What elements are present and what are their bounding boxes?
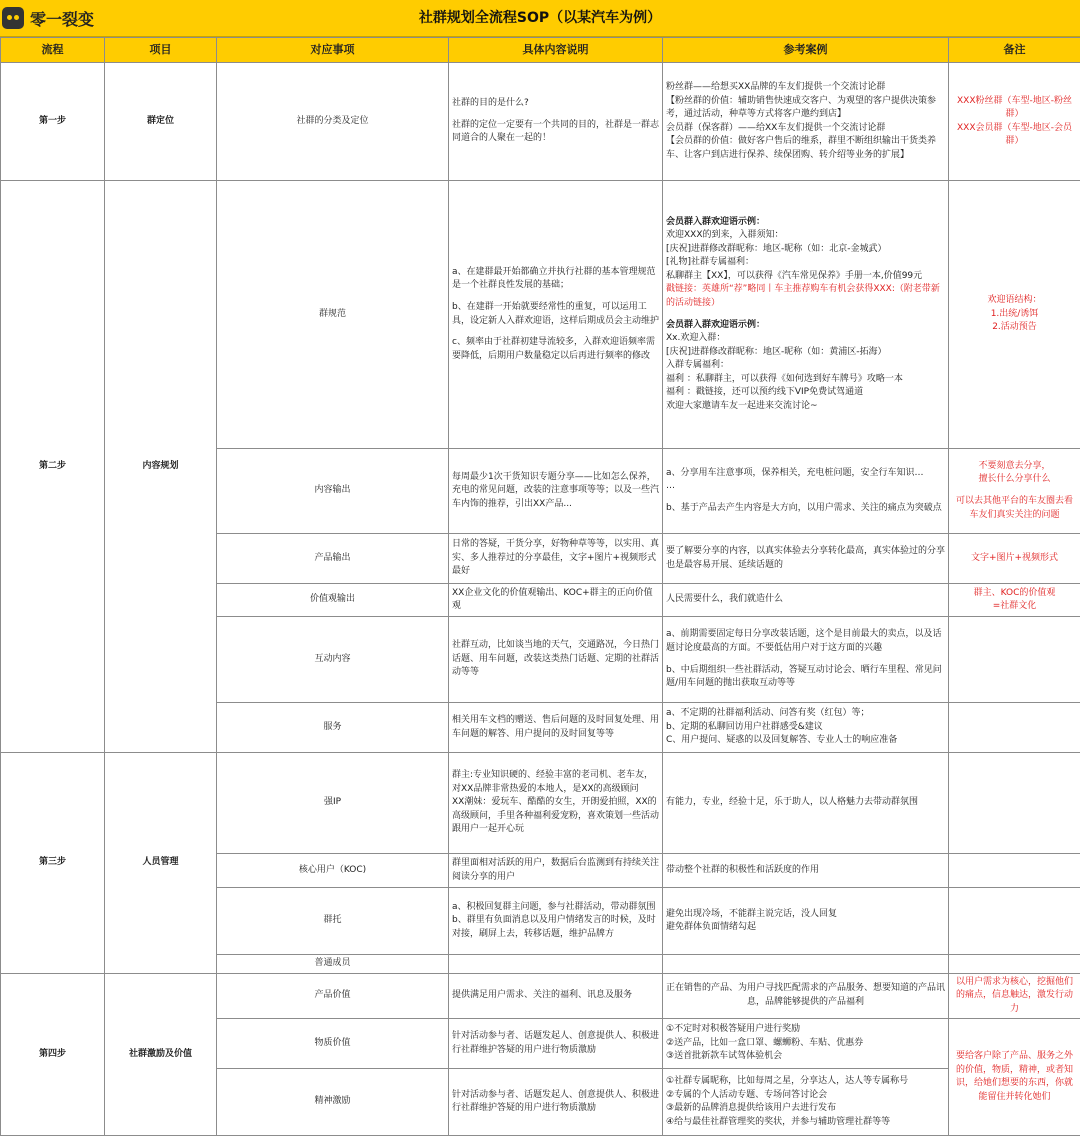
item-cell: 核心用户（KOC) [217,854,449,888]
header-description: 具体内容说明 [449,38,663,63]
description-cell: 针对活动参与者、话题发起人、创意提供人、积极进行社群维护答疑的用户进行物质激励 [449,1069,663,1136]
case-cell: a、前期需要固定每日分享改装话题，这个是目前最大的卖点，以及话题讨论度最高的方面。不要低估用户对于这方面的兴趣 b、中后期组织一些社群活动，答疑互动讨论会、晒行车里程、常见问题/用车问题的抛出获取互动等等 [663,617,949,703]
header-flow: 流程 [1,38,105,63]
description-cell: 针对活动参与者、话题发起人、创意提供人、积极进行社群维护答疑的用户进行物质激励 [449,1019,663,1069]
case-cell: ①社群专属昵称，比如每周之星，分享达人，达人等专属称号 ②专属的个人活动专题、专场问答讨论会 ③最新的品牌消息提供给该用户去进行发布 ④给与最佳社群管理奖的奖状，并参与辅助管理社群等等 [663,1069,949,1136]
note-cell: 不要刻意去分享， 擅长什么分享什么 可以去其他平台的车友圈去看车友们真实关注的问题 [949,449,1080,534]
note-cell [949,753,1080,854]
header-item: 对应事项 [217,38,449,63]
note-cell: 欢迎语结构： 1.出统/诱饵 2.活动预告 [949,181,1080,449]
description-cell: 相关用车文档的赠送、售后问题的及时回复处理、用车问题的解答、用户提问的及时回复等等 [449,703,663,753]
description-cell [449,955,663,974]
header-project: 项目 [105,38,217,63]
description-cell: 提供满足用户需求、关注的福利、讯息及服务 [449,973,663,1019]
step-cell: 第二步 [1,181,105,753]
note-cell: XXX粉丝群（车型-地区-粉丝群） XXX会员群（车型-地区-会员群） [949,63,1080,181]
case-cell: ①不定时对积极答疑用户进行奖励 ②送产品，比如一盒口罩、螺蛳粉、车贴、优惠券 ③送首批新款车试驾体验机会 [663,1019,949,1069]
item-cell: 价值观输出 [217,584,449,617]
welcome-example-lines-2: Xx.欢迎入群： [庆祝]进群修改群昵称：地区-昵称（如：黄浦区-拓海） 入群专属福利： 福利 ：私聊群主，可以获得《如何选到好车牌号》攻略一本 福利 ：戳链接，还可以预约线下VIP免费试驾通道 欢迎大家邀请车友一起进来交流讨论~ [666,332,945,413]
project-cell: 人员管理 [105,753,217,974]
table-header-row [1,38,1080,63]
project-cell: 群定位 [105,63,217,181]
description-cell: 群主:专业知识硬的、经验丰富的老司机、老车友，对XX品牌非常热爱的本地人，是XX的高级顾问 XX潮妹：爱玩车、酷酷的女生，开朗爱拍照，XX的高级顾问，手里各种福利爱宠粉，喜欢策划一些活动跟用户一起开心玩 [449,753,663,854]
table-row [1,973,1080,1019]
case-cell: 要了解要分享的内容，以真实体验去分享转化最高，真实体验过的分享也是最容易开展、延续话题的 [663,534,949,584]
case-cell: 带动整个社群的积极性和活跃度的作用 [663,854,949,888]
item-cell: 群托 [217,888,449,955]
case-cell: a、分享用车注意事项，保养相关，充电桩问题，安全行车知识… … b、基于产品去产生内容是大方向，以用户需求、关注的痛点为突破点 [663,449,949,534]
case-cell: 避免出现冷场，不能群主说完话，没人回复 避免群体负面情绪勾起 [663,888,949,955]
item-cell: 普通成员 [217,955,449,974]
sop-table [0,37,1080,1136]
case-cell [663,181,949,449]
header-reference-case: 参考案例 [663,38,949,63]
note-cell: 以用户需求为核心，挖掘他们的痛点，信息触达，激发行动力 [949,973,1080,1019]
case-cell: a、不定期的社群福利活动、问答有奖（红包）等； b、定期的私聊回访用户社群感受&建议 C、用户提问、疑惑的以及回复解答、专业人士的响应准备 [663,703,949,753]
table-row [1,753,1080,854]
note-cell [949,888,1080,955]
case-cell [663,955,949,974]
item-cell: 精神激励 [217,1069,449,1136]
description-cell: 日常的答疑，干货分享，好物种草等等，以实用、真实、多人推荐过的分享最佳，文字+图片+视频形式最好 [449,534,663,584]
title-bar [0,0,1080,37]
description-cell: a、积极回复群主问题，参与社群活动，带动群氛围 b、群里有负面消息以及用户情绪发言的时候，及时对接，刷屏上去，转移话题，维护品牌方 [449,888,663,955]
project-cell: 社群激励及价值 [105,973,217,1136]
note-cell: 要给客户除了产品、服务之外的价值，物质，精神，或者知识，给她们想要的东西，你就能留住并转化她们 [949,1019,1080,1136]
step-cell: 第一步 [1,63,105,181]
description-cell: 每周最少1次干货知识专题分享——比如怎么保养，充电的常见问题，改装的注意事项等等；以及一些汽车内饰的推荐，引出XX产品... [449,449,663,534]
note-cell: 群主、KOC的价值观 =社群文化 [949,584,1080,617]
description-cell: XX企业文化的价值观输出、KOC+群主的正向价值观 [449,584,663,617]
note-cell [949,955,1080,974]
item-cell: 强IP [217,753,449,854]
item-cell: 产品价值 [217,973,449,1019]
description-cell: 群里面相对活跃的用户，数据后台监测到有持续关注阅读分享的用户 [449,854,663,888]
welcome-example-title: 会员群入群欢迎语示例： [666,216,945,230]
item-cell: 服务 [217,703,449,753]
welcome-example-lines: 欢迎XXX的到来，入群须知： [庆祝]进群修改群昵称：地区-昵称（如：北京-金城武） [礼物]社群专属福利： 私聊群主【XX】，可以获得《汽车常见保养》手册一本,价值99元 [666,229,945,283]
note-cell [949,617,1080,703]
item-cell: 社群的分类及定位 [217,63,449,181]
item-cell: 互动内容 [217,617,449,703]
item-cell: 产品输出 [217,534,449,584]
header-notes: 备注 [949,38,1080,63]
case-cell: 人民需要什么，我们就造什么 [663,584,949,617]
step-cell: 第四步 [1,973,105,1136]
table-row [1,63,1080,181]
note-cell [949,703,1080,753]
brand-logo-text: 零一裂变 [30,7,94,30]
table-row [1,181,1080,449]
note-cell: 文字+图片+视频形式 [949,534,1080,584]
project-cell: 内容规划 [105,181,217,753]
item-cell: 内容输出 [217,449,449,534]
description-cell: a、在建群最开始都确立并执行社群的基本管理规范是一个社群良性发展的基础； b、在建群一开始就要经常性的重复，可以运用工具，设定新人入群欢迎语，这样后期成员会主动维护 c、频率由于社群初建导流较多，入群欢迎语频率需要降低，后期用户数量稳定以后再进行频率的修改 [449,181,663,449]
welcome-example-link: 戳链接：英雄所“荐”略同丨车主推荐购车有机会获得XXX:（附老带新的活动链接） [666,283,945,310]
document-title: 社群规划全流程SOP（以某汽车为例） [0,0,1080,37]
description-cell: 社群互动，比如谈当地的天气，交通路况，今日热门话题、用车问题，改装这类热门话题、定期的社群活动等等 [449,617,663,703]
case-cell: 正在销售的产品、为用户寻找匹配需求的产品服务、想要知道的产品讯息，品牌能够提供的产品福利 [663,973,949,1019]
case-cell: 有能力，专业，经验十足，乐于助人，以人格魅力去带动群氛围 [663,753,949,854]
item-cell: 物质价值 [217,1019,449,1069]
welcome-example-title-2: 会员群入群欢迎语示例： [666,319,945,333]
item-cell: 群规范 [217,181,449,449]
case-cell: 粉丝群——给想买XX品牌的车友们提供一个交流讨论群 【粉丝群的价值：辅助销售快速成交客户、为观望的客户提供决策参考，通过活动，种草等方式将客户邀约到店】 会员群（保客群）——给XX车友们提供一个交流讨论群 【会员群的价值：做好客户售后的维系，群里不断组织输出干货类养车、让客户到店进行保养、续保团购、转介绍等业务的扩展】 [663,63,949,181]
note-cell [949,854,1080,888]
step-cell: 第三步 [1,753,105,974]
description-cell: 社群的目的是什么? 社群的定位一定要有一个共同的目的，社群是一群志同道合的人聚在一起的！ [449,63,663,181]
